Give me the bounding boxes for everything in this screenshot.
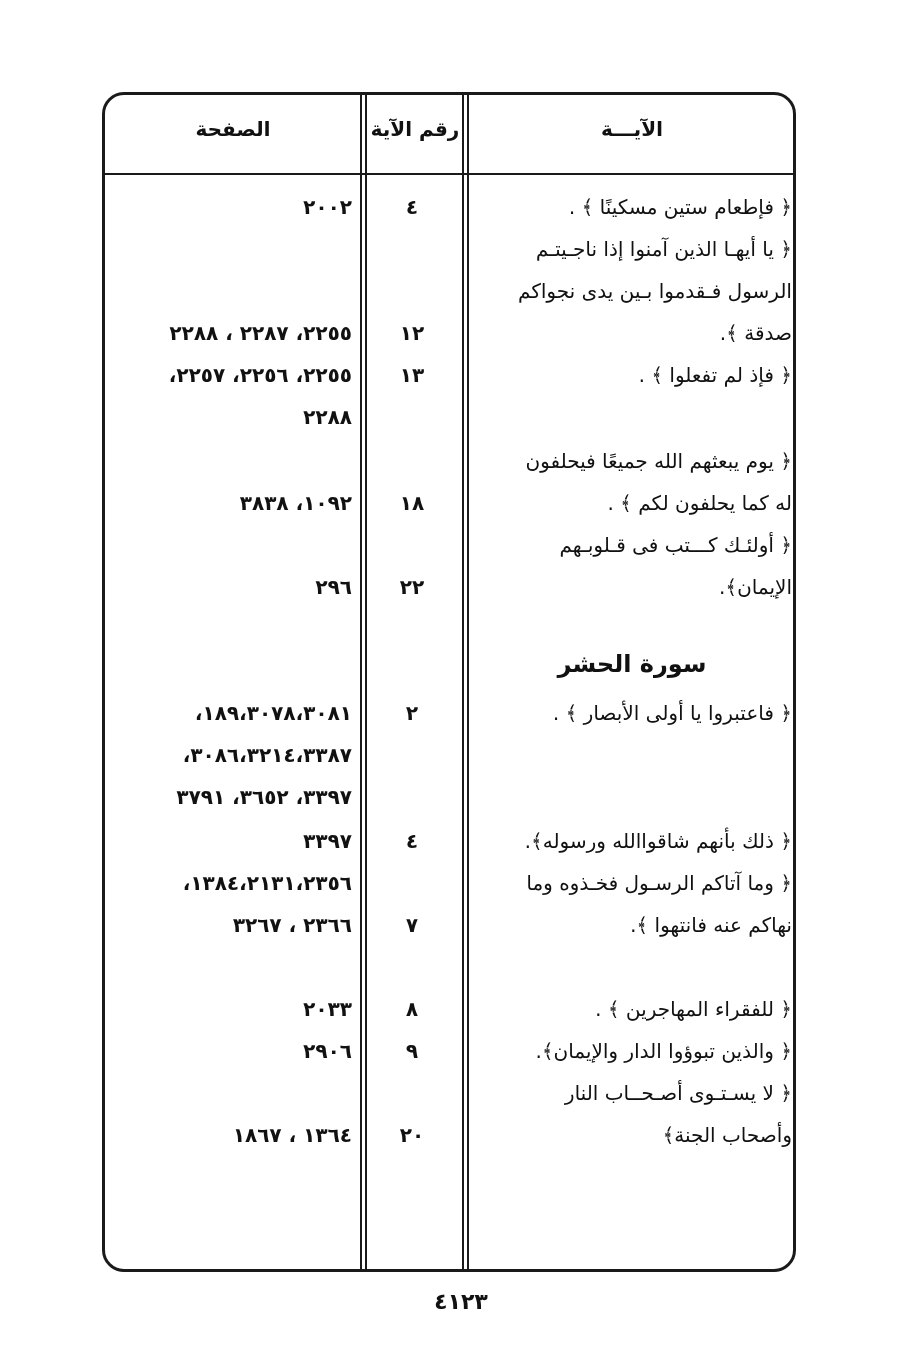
ayah-number: ٩ — [405, 1039, 419, 1063]
page-reference: ١٨٩،٣٠٧٨،٣٠٨١، — [194, 701, 352, 725]
ayah-line: ﴿ فاعتبروا يا أولى الأبصار ﴾ . — [552, 701, 792, 725]
ayah-line: الإيمان﴾. — [719, 575, 792, 599]
ayah-line: ﴿ أولئـك كـــتب فى قـلوبـهم — [559, 533, 792, 557]
column-divider — [462, 95, 464, 1269]
page-reference: ١٠٩٢، ٣٨٣٨ — [239, 491, 352, 515]
ayah-line: ﴿ ذلك بأنهم شاقواالله ورسوله﴾. — [524, 829, 792, 853]
column-header-ayah: الآيـــة — [601, 117, 663, 141]
ayah-number: ٢٠ — [399, 1123, 425, 1147]
column-header-ayah-number: رقم الآية — [370, 117, 460, 141]
ayah-number: ٤ — [405, 829, 419, 853]
page-reference: ٣٣٩٧ — [303, 829, 352, 853]
ayah-number: ٢ — [405, 701, 419, 725]
ayah-line: له كما يحلفون لكم ﴾ . — [607, 491, 792, 515]
ayah-line: ﴿ للفقراء المهاجرين ﴾ . — [595, 997, 792, 1021]
ayah-number: ٢٢ — [399, 575, 425, 599]
column-header-page: الصفحة — [195, 117, 271, 141]
page-reference: ٢٢٨٨ — [303, 405, 352, 429]
page-reference: ١٣٨٤،٢١٣١،٢٣٥٦، — [182, 871, 352, 895]
column-divider — [467, 95, 469, 1269]
ayah-line: وأصحاب الجنة﴾ — [662, 1123, 792, 1147]
ayah-number: ٨ — [405, 997, 419, 1021]
ayah-line: صدقة ﴾. — [719, 321, 792, 345]
page-reference: ٢٣٦٦ ، ٣٢٦٧ — [232, 913, 352, 937]
page-reference: ١٣٦٤ ، ١٨٦٧ — [232, 1123, 352, 1147]
page-reference: ٢٢٥٥، ٢٢٨٧ ، ٢٢٨٨ — [169, 321, 352, 345]
ayah-line: ﴿ يا أيهـا الذين آمنوا إذا ناجـيتـم — [535, 237, 792, 261]
ayah-number: ١٢ — [399, 321, 425, 345]
ayah-line: ﴿ والذين تبوؤوا الدار والإيمان﴾. — [535, 1039, 792, 1063]
column-divider — [360, 95, 362, 1269]
page-reference: ٢٩٦ — [315, 575, 352, 599]
ayah-line: ﴿ لا يسـتـوى أصـحــاب النار — [564, 1081, 792, 1105]
surah-title: سورة الحشر — [557, 650, 707, 678]
ayah-number: ١٨ — [399, 491, 425, 515]
ayah-number: ١٣ — [399, 363, 425, 387]
ayah-number: ٧ — [405, 913, 419, 937]
ayah-line: ﴿ يوم يبعثهم الله جميعًا فيحلفون — [525, 449, 792, 473]
ayah-line: نهاكم عنه فانتهوا ﴾. — [630, 913, 792, 937]
page-reference: ٣٣٩٧، ٣٦٥٢، ٣٧٩١ — [176, 785, 352, 809]
page-reference: ٢٢٥٥، ٢٢٥٦، ٢٢٥٧، — [168, 363, 352, 387]
ayah-line: ﴿ وما آتاكم الرسـول فخـذوه وما — [526, 871, 792, 895]
page-reference: ٢٠٣٣ — [303, 997, 352, 1021]
page-reference: ٣٠٨٦،٣٢١٤،٣٣٨٧، — [182, 743, 352, 767]
page-reference: ٢٠٠٢ — [303, 195, 352, 219]
column-divider — [365, 95, 367, 1269]
ayah-line: ﴿ فإطعام ستين مسكينًا ﴾ . — [568, 195, 792, 219]
ayah-line: ﴿ فإذ لم تفعلوا ﴾ . — [638, 363, 792, 387]
page-number: ٤١٢٣ — [434, 1290, 488, 1315]
ayah-line: الرسول فـقدموا بـين يدى نجواكم — [518, 279, 792, 303]
page-reference: ٢٩٠٦ — [303, 1039, 352, 1063]
header-divider — [105, 173, 793, 175]
ayah-number: ٤ — [405, 195, 419, 219]
